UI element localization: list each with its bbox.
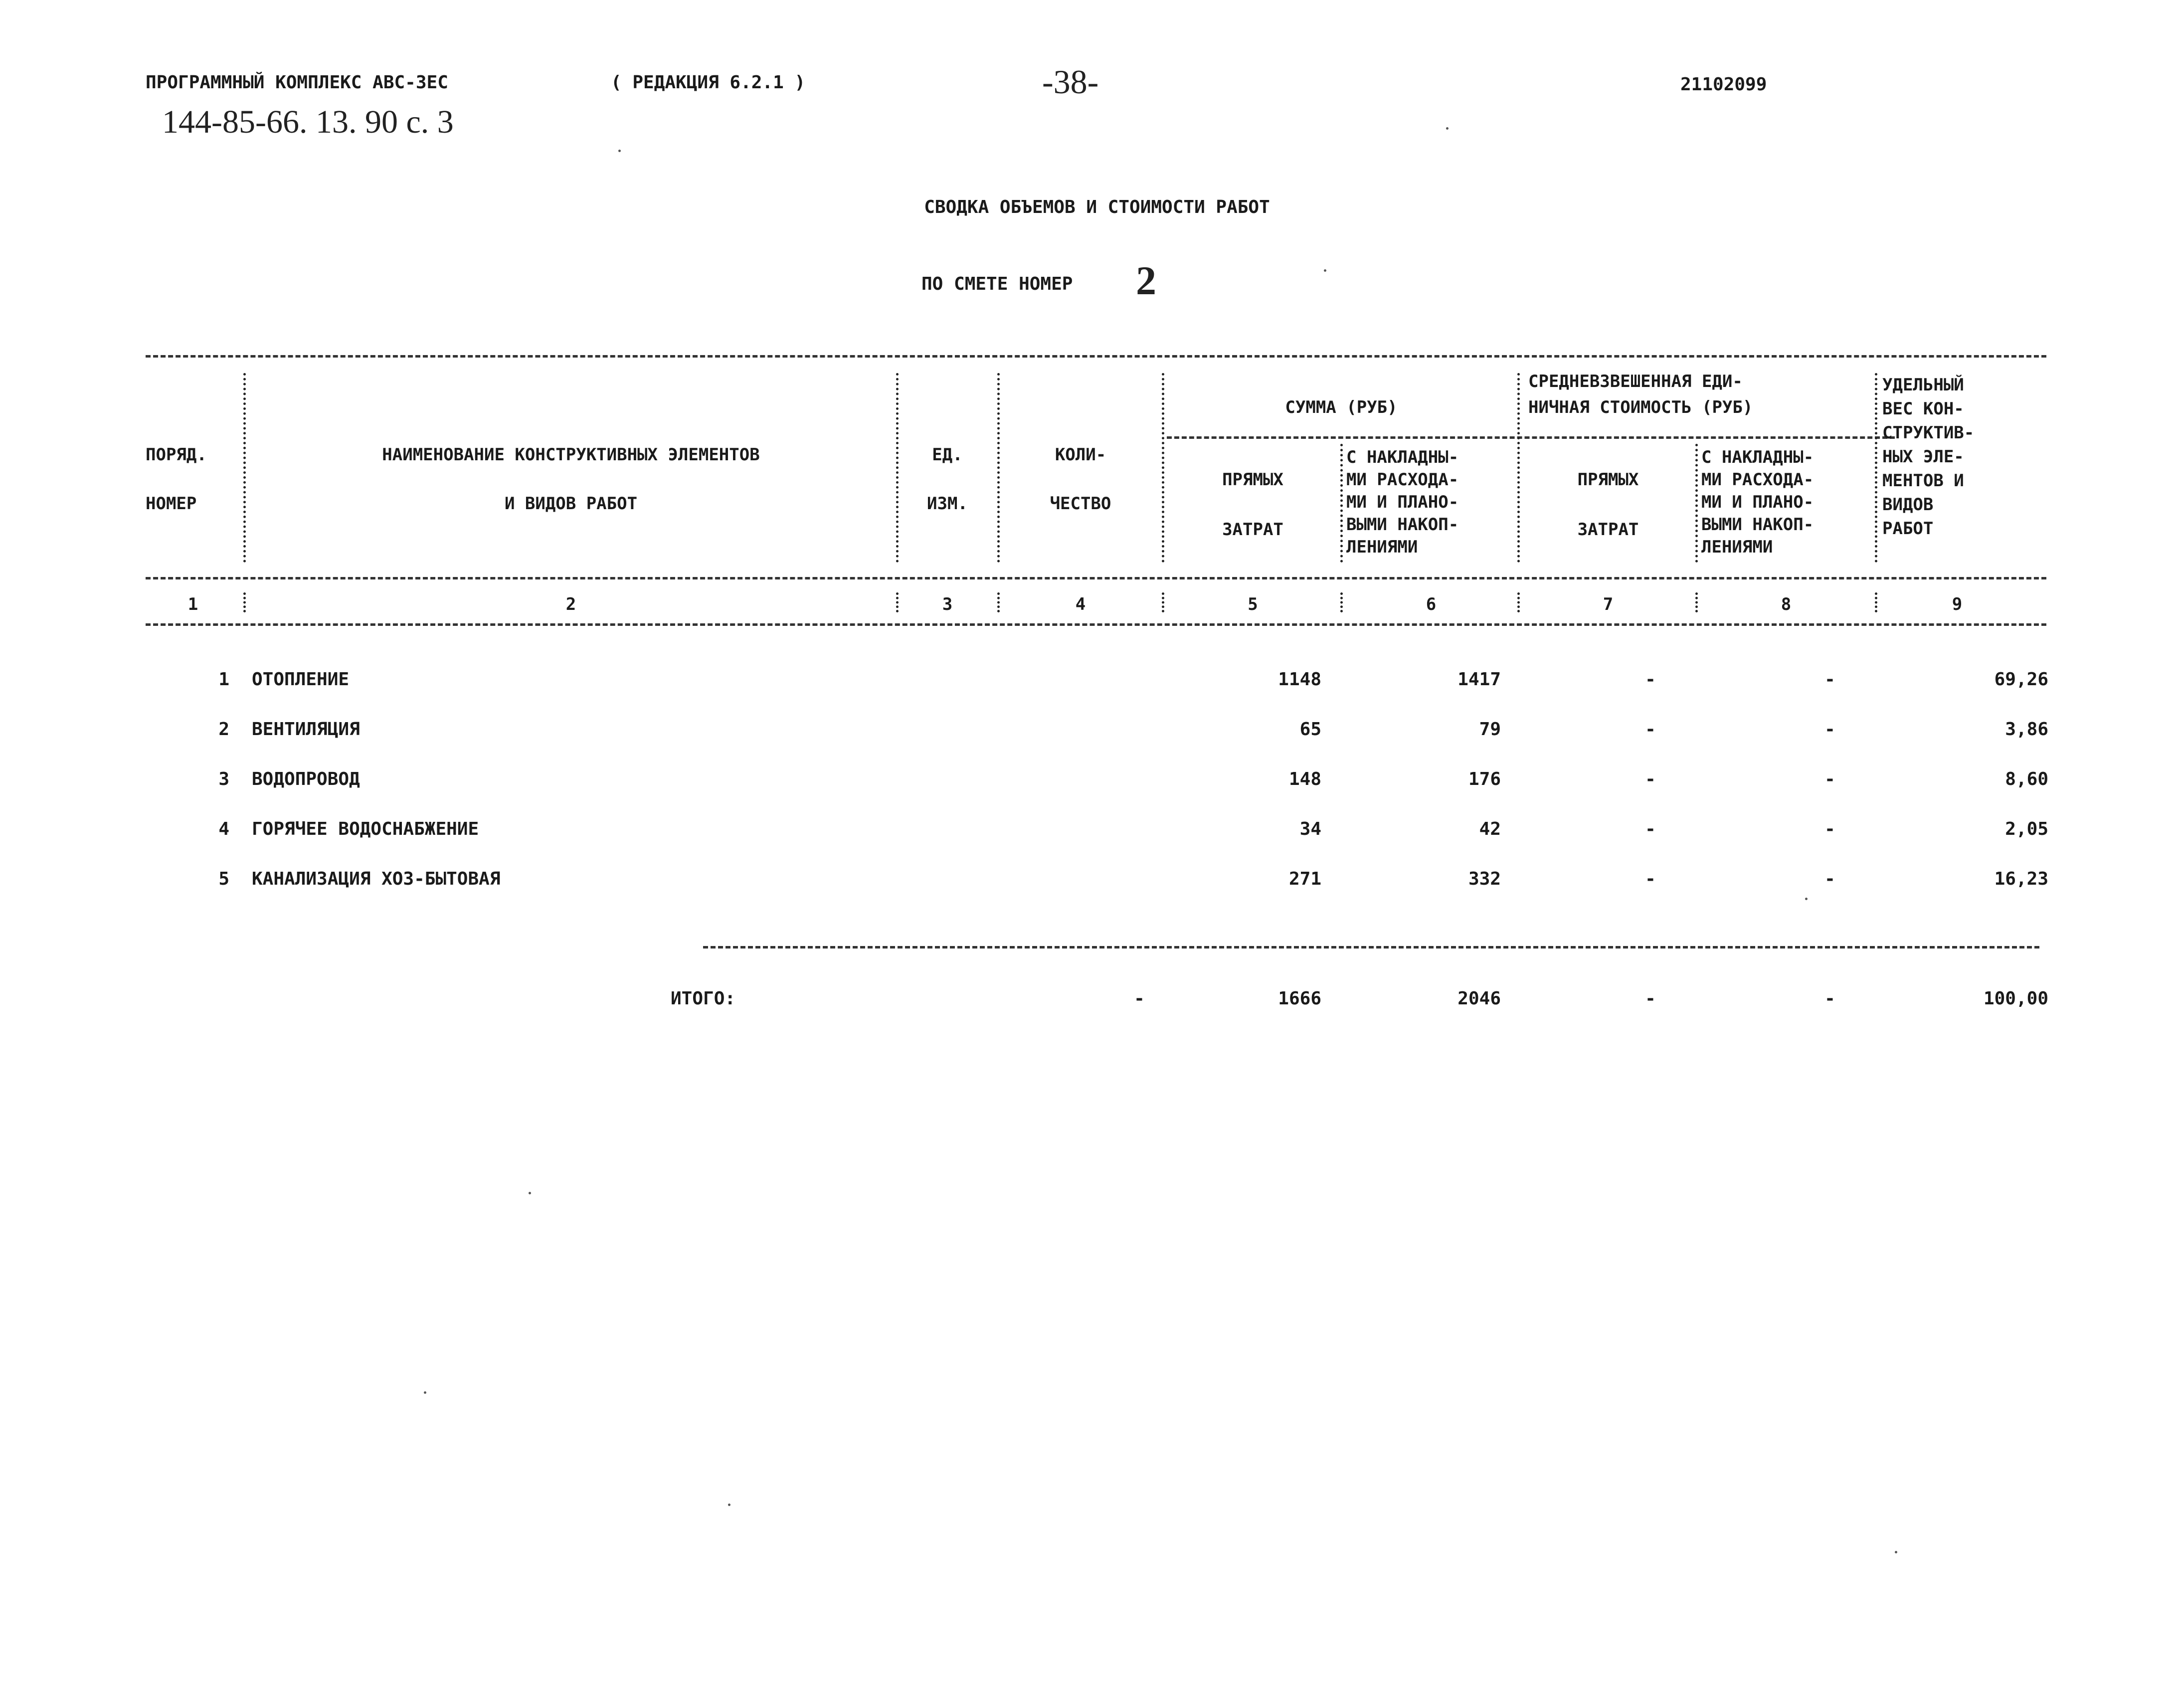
row-avg-direct: - [1645, 819, 1656, 839]
col-separator [1162, 592, 1164, 612]
row-direct: 271 [1288, 869, 1321, 889]
row-avg-overhead: - [1824, 769, 1835, 789]
col-separator [997, 373, 1000, 563]
overhead-line: ВЫМИ НАКОП- [1701, 515, 1814, 535]
column-number: 1 [187, 594, 198, 614]
row-overhead: 176 [1468, 769, 1501, 789]
table-top-rule [146, 355, 2046, 358]
overhead-line: ЛЕНИЯМИ [1701, 537, 1773, 557]
header-overhead-label [1346, 446, 1458, 559]
col-separator [1340, 444, 1343, 563]
row-avg-direct: - [1645, 769, 1656, 789]
col-separator [1875, 592, 1877, 612]
header-works-label: И ВИДОВ РАБОТ [504, 494, 638, 514]
row-name: КАНАЛИЗАЦИЯ ХОЗ-БЫТОВАЯ [252, 869, 501, 889]
page-title: СВОДКА ОБЪЕМОВ И СТОИМОСТИ РАБОТ [924, 197, 1270, 217]
share-line: СТРУКТИВ- [1882, 423, 1975, 443]
estimate-number: 2 [1136, 258, 1156, 303]
row-overhead: 42 [1479, 819, 1501, 839]
row-share: 3,86 [2005, 719, 2048, 740]
scan-speck [1446, 127, 1449, 130]
col-separator [1695, 592, 1698, 612]
row-share: 2,05 [2005, 819, 2048, 839]
col-separator [243, 373, 246, 563]
share-line: НЫХ ЭЛЕ- [1882, 447, 1964, 467]
overhead-line: С НАКЛАДНЫ- [1701, 447, 1814, 467]
row-number: 5 [218, 869, 229, 889]
col-separator [1162, 373, 1164, 563]
col-separator [1517, 592, 1520, 612]
row-name: ВЕНТИЛЯЦИЯ [252, 719, 360, 740]
handwritten-reference: 144-85-66. 13. 90 с. 3 [162, 104, 454, 140]
row-avg-direct: - [1645, 869, 1656, 889]
row-direct: 34 [1299, 819, 1321, 839]
row-avg-overhead: - [1824, 819, 1835, 839]
col-separator [1517, 373, 1520, 563]
page-number: -38- [1042, 63, 1099, 101]
share-line: МЕНТОВ И [1882, 471, 1964, 491]
row-direct: 1148 [1278, 669, 1321, 690]
column-number: 3 [942, 594, 953, 614]
header-qty-label-2: ЧЕСТВО [1050, 494, 1111, 514]
header-avg-group-2: НИЧНАЯ СТОИМОСТЬ (РУБ) [1528, 397, 1753, 417]
col-separator [1875, 373, 1877, 563]
column-number: 2 [565, 594, 576, 614]
row-avg-direct: - [1645, 669, 1656, 690]
column-number: 8 [1781, 594, 1792, 614]
estimate-subtitle: ПО СМЕТЕ НОМЕР [921, 274, 1073, 294]
scan-speck [1805, 898, 1808, 900]
header-direct-label: ПРЯМЫХ [1222, 470, 1283, 490]
scan-speck [618, 150, 621, 152]
total-avg-overhead: - [1824, 988, 1835, 1009]
header-number-label: НОМЕР [146, 494, 197, 514]
total-share: 100,00 [1983, 988, 2048, 1009]
row-number: 4 [218, 819, 229, 839]
total-label: ИТОГО: [671, 988, 736, 1009]
row-direct: 148 [1288, 769, 1321, 789]
column-numbers-rule [146, 623, 2046, 626]
scan-speck [728, 1504, 730, 1506]
overhead-line: С НАКЛАДНЫ- [1346, 447, 1459, 467]
column-number: 9 [1952, 594, 1963, 614]
share-line: ВЕС КОН- [1882, 399, 1964, 419]
overhead-line: МИ И ПЛАНО- [1701, 492, 1814, 512]
total-avg-direct: - [1645, 988, 1656, 1009]
col-separator [896, 373, 899, 563]
header-bottom-rule [146, 577, 2046, 579]
document-code: 21102099 [1680, 74, 1767, 95]
total-top-rule [703, 946, 2039, 949]
header-avg-group: СРЕДНЕВЗВЕШЕННАЯ ЕДИ- [1528, 372, 1743, 391]
scan-speck [529, 1192, 531, 1194]
row-overhead: 332 [1468, 869, 1501, 889]
scan-speck [1324, 269, 1326, 272]
col-separator [896, 592, 899, 612]
header-unit-label: ЕД. [932, 445, 963, 465]
row-overhead: 79 [1479, 719, 1501, 740]
header-avg-overhead-label [1701, 446, 1814, 559]
col-separator [1695, 444, 1698, 563]
total-overhead: 2046 [1457, 988, 1501, 1009]
column-number: 5 [1248, 594, 1258, 614]
overhead-line: МИ И ПЛАНО- [1346, 492, 1459, 512]
col-separator [997, 592, 1000, 612]
col-separator [1340, 592, 1343, 612]
column-number: 7 [1603, 594, 1614, 614]
overhead-line: ВЫМИ НАКОП- [1346, 515, 1459, 535]
header-name-label: НАИМЕНОВАНИЕ КОНСТРУКТИВНЫХ ЭЛЕМЕНТОВ [382, 445, 760, 465]
header-unit-abbr: ИЗМ. [927, 494, 968, 514]
row-overhead: 1417 [1457, 669, 1501, 690]
row-number: 1 [218, 669, 229, 690]
header-direct-label-2: ЗАТРАТ [1222, 520, 1283, 540]
row-avg-overhead: - [1824, 869, 1835, 889]
overhead-line: ЛЕНИЯМИ [1346, 537, 1418, 557]
overhead-line: МИ РАСХОДА- [1701, 470, 1814, 490]
header-qty-label: КОЛИ- [1055, 445, 1106, 465]
header-share-label [1882, 373, 1974, 541]
row-name: ОТОПЛЕНИЕ [252, 669, 350, 690]
header-avg-direct-label: ПРЯМЫХ [1577, 470, 1639, 490]
total-quantity: - [1134, 988, 1145, 1009]
row-share: 69,26 [1994, 669, 2048, 690]
overhead-line: МИ РАСХОДА- [1346, 470, 1459, 490]
row-avg-overhead: - [1824, 719, 1835, 740]
row-name: ВОДОПРОВОД [252, 769, 360, 789]
share-line: УДЕЛЬНЫЙ [1882, 375, 1964, 395]
scan-speck [424, 1391, 426, 1394]
share-line: РАБОТ [1882, 519, 1934, 539]
share-line: ВИДОВ [1882, 495, 1934, 515]
total-direct: 1666 [1278, 988, 1321, 1009]
scan-speck [1895, 1551, 1897, 1553]
row-number: 2 [218, 719, 229, 740]
row-share: 16,23 [1994, 869, 2048, 889]
header-order-label: ПОРЯД. [146, 445, 207, 465]
sum-group-rule [1167, 436, 1895, 439]
header-sum-group: СУММА (РУБ) [1285, 397, 1398, 417]
row-direct: 65 [1299, 719, 1321, 740]
row-name: ГОРЯЧЕЕ ВОДОСНАБЖЕНИЕ [252, 819, 479, 839]
row-share: 8,60 [2005, 769, 2048, 789]
column-number: 6 [1426, 594, 1437, 614]
col-separator [243, 592, 246, 612]
column-number: 4 [1075, 594, 1086, 614]
row-number: 3 [218, 769, 229, 789]
program-name: ПРОГРАММНЫЙ КОМПЛЕКС АВС-3ЕС [146, 72, 448, 93]
header-avg-direct-label-2: ЗАТРАТ [1577, 520, 1639, 540]
row-avg-overhead: - [1824, 669, 1835, 690]
row-avg-direct: - [1645, 719, 1656, 740]
program-edition: ( РЕДАКЦИЯ 6.2.1 ) [611, 72, 806, 93]
